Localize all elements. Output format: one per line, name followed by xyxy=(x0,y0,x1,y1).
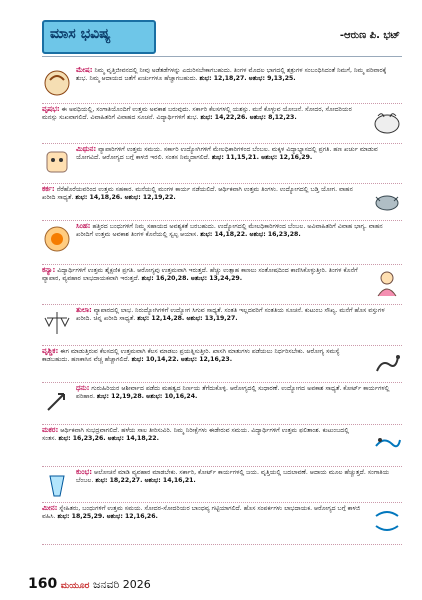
sign-entry xyxy=(42,64,402,104)
lucky-numbers: ಶುಭ: 14,18,26. ಅಶುಭ: 12,19,22. xyxy=(75,194,176,202)
lucky-numbers: ಶುಭ: 14,18,22. ಅಶುಭ: 16,23,28. xyxy=(200,231,301,239)
zodiac-icon xyxy=(372,107,402,137)
magazine-name: ಮಯೂರ xyxy=(60,581,90,591)
sign-entry xyxy=(42,382,402,425)
lucky-numbers: ಶುಭ: 10,14,22. ಅಶುಭ: 12,16,23. xyxy=(131,356,233,364)
sign-body: ನಿಮ್ಮ ವೃತ್ತಿಜೀವನದಲ್ಲಿ ನೀವು ಅಡೆತಡೆಗಳನ್ನು ಎದುರಿಸಬೇಕಾಗಬಹುದು. ತಿಂಗಳ ಮೊದಲ ಭಾಗದಲ್ಲಿ ಶತ್ರುಗಳ ಸಂಬಂಧಿಸಿದಂತೆ ನಿಮಗೆ, ನಿಮ್ಮ ಪರಿವಾರಕ್ಕೆ ಶುಭ. ನಿಮ್ಮ ಆದಾಯದ ಜತೆಗೆ ಖರ್ಚುಗಳೂ ಹೆಚ್ಚಾಗಬಹುದು. xyxy=(76,67,387,83)
sign-body: ಹತ್ತಿರದ ಬಂಧುಗಳಿಗೆ ನಿಮ್ಮ ಸಹಾಯದ ಅವಶ್ಯಕತೆ ಬರಬಹುದು. ಉದ್ಯೋಗದಲ್ಲಿ ಮೇಲಧಿಕಾರಿಗಳಿಂದ ಬೆಂಬಲ. ಅವಿವಾಹಿತರಿಗೆ ವಿವಾಹ ಭಾಗ್ಯ. ವಾಹನ ಖರೀದಿಗೆ ಉತ್ತಮ ಅವಕಾಶ ತಿಂಗಳ ಕೊನೆಯಲ್ಲಿ ಸ್ವಲ್ಪ ಆಯಾಸ. xyxy=(76,223,383,239)
zodiac-icon xyxy=(42,147,72,177)
sign-name: ಮೇಷ: xyxy=(76,66,93,74)
zodiac-icon xyxy=(42,386,72,416)
author-credit: -ಆರುಣ ಪಿ. ಭಟ್ xyxy=(339,30,400,41)
lucky-numbers: ಶುಭ: 12,19,28. ಅಶುಭ: 10,16,24. xyxy=(96,393,198,401)
zodiac-icon xyxy=(372,187,402,217)
sign-name: ಕನ್ಯಾ: xyxy=(42,266,56,274)
sign-name: ಮಕರ: xyxy=(42,426,59,434)
zodiac-icon xyxy=(42,308,72,338)
lucky-numbers: ಶುಭ: 18,25,29. ಅಶುಭ: 12,16,26. xyxy=(57,513,158,521)
sign-body: ಆಲೋಚನೆ ಮಾಡಿ ವ್ಯವಹಾರ ಮಾಡಬೇಕು. ಸರ್ಕಾರಿ, ಕೋರ್ಟ್ ಕಾರ್ಯಗಳಲ್ಲಿ ಜಯ. ವೃತ್ತಿಯಲ್ಲಿ ಬದಲಾವಣೆ. ಆದಾಯ ಮೂಲ ಹೆಚ್ಚುತ್ತದೆ. ಸಂಗಾತಿಯ ಬೆಂಬಲ. xyxy=(76,469,390,485)
sign-name: ಮಿಥುನ: xyxy=(76,145,97,153)
sign-entry xyxy=(42,466,402,503)
lucky-numbers: ಶುಭ: 16,20,28. ಅಶುಭ: 13,24,29. xyxy=(141,275,243,283)
zodiac-icon xyxy=(372,268,402,298)
zodiac-icon xyxy=(372,349,402,379)
sign-body: ಈ ಅವಧಿಯಲ್ಲಿ, ಸಂಗಾತಿಯೊಂದಿಗೆ ಉತ್ತಮ ಅವಕಾಶ ಬರುವುದು. ಸರ್ಕಾರಿ ಕೆಲಸಗಳಲ್ಲಿ ಯಶಸ್ಸು. ಮನೆ ಕೊಳ್ಳುವ ಯೋಜನೆ. ಸೋದರ, ಸೋದರಿಯರ ಮನಸ್ಸು ಸುಖವಾಗಲಿದೆ. ವಿವಾಹಿತರಿಗೆ ವಿವಾಹದ ಸೂಚನೆ. ವಿದ್ಯಾರ್ಥಿಗಳಿಗೆ ಶುಭ. xyxy=(42,106,352,122)
sign-text xyxy=(76,66,398,102)
lucky-numbers: ಶುಭ: 12,14,28. ಅಶುಭ: 13,19,27. xyxy=(137,315,238,323)
zodiac-icon xyxy=(42,224,72,254)
sign-body: ಗುರುಹಿರಿಯರ ಆಶೀರ್ವಾದ ಪಡೆದು ಮಹತ್ವದ ನಿರ್ಣಯ ತೆಗೆದುಕೊಳ್ಳಿ. ಆರೋಗ್ಯದಲ್ಲಿ ಸುಧಾರಣೆ. ಉದ್ಯೋಗದ ಅವಕಾಶ ಸಾಧ್ಯತೆ. ಕೋರ್ಟ್ ಕಾರ್ಯಗಳಲ್ಲಿ ಪರಿಹಾರ. xyxy=(76,385,390,401)
sign-text xyxy=(42,266,364,303)
title-box xyxy=(42,20,156,54)
page-header xyxy=(42,20,402,54)
zodiac-icon xyxy=(372,506,402,536)
sign-name: ಕರ್ಕ: xyxy=(42,185,55,193)
sign-entry xyxy=(42,502,402,545)
sign-name: ತುಲಾ: xyxy=(76,306,92,314)
issue-month: ಜನವರಿ 2026 xyxy=(92,578,151,591)
sign-body: ನೆರೆಹೊರೆಯವರಿಂದ ಉತ್ತಮ ಸಹಕಾರ. ಮನೆಯಲ್ಲಿ ಮಂಗಳ ಕಾರ್ಯ ನಡೆಯಲಿದೆ. ಆರ್ಥಿಕವಾಗಿ ಉತ್ತಮ ತಿಂಗಳು. ಉದ್ಯೋಗದಲ್ಲಿ ಬಡ್ತಿ ಯೋಗ. ವಾಹನ ಖರೀದಿ ಸಾಧ್ಯತೆ. xyxy=(42,186,353,202)
lucky-numbers: ಶುಭ: 16,23,26. ಅಶುಭ: 14,18,22. xyxy=(58,435,159,443)
page-footer xyxy=(28,576,151,592)
sign-name: ವೃಶ್ಚಿಕ: xyxy=(42,347,59,355)
lucky-numbers: ಶುಭ: 11,15,21. ಅಶುಭ: 12,16,29. xyxy=(211,154,313,162)
page-title: ಮಾಸ ಭವಿಷ್ಯ xyxy=(50,26,111,42)
sign-body: ಆರ್ಥಿಕವಾಗಿ ಸುಭದ್ರವಾಗಲಿದೆ. ಹಳೆಯ ಸಾಲ ತೀರಿಸುವಿರಿ. ನಿಮ್ಮ ನಿರೀಕ್ಷೆಗಳು ಈಡೇರುವ ಸಮಯ. ವಿದ್ಯಾರ್ಥಿಗಳಿಗೆ ಉತ್ತಮ ಫಲಿತಾಂಶ. ಕುಟುಂಬದಲ್ಲಿ ಸಂತಸ. xyxy=(42,427,349,443)
zodiac-icon xyxy=(42,470,72,500)
sign-body: ವಿದ್ಯಾರ್ಥಿಗಳಿಗೆ ಉತ್ತಮ ಶೈಕ್ಷಣಿಕ ಪ್ರಗತಿ. ಆರೋಗ್ಯವು ಉತ್ತಮವಾಗಿ ಇರುತ್ತದೆ. ಹೆಚ್ಚು ಉತ್ಸಾಹ ಕಾಣಲು ಸಂತೋಷದಿಂದ ಕಾಣಿಸಿಕೊಳ್ಳುತ್ತೀರಿ. ತಿಂಗಳ ಕೊನೆಗೆ ವ್ಯಾಪಾರ, ವ್ಯವಹಾರ ಲಾಭದಾಯಕವಾಗಿ ಇರುತ್ತದೆ. xyxy=(42,267,358,283)
sign-entry xyxy=(42,103,402,144)
sign-entry xyxy=(42,345,402,383)
lucky-numbers: ಶುಭ: 18,22,27. ಅಶುಭ: 14,16,21. xyxy=(95,477,196,485)
sign-entry xyxy=(42,424,402,467)
sign-entry xyxy=(42,264,402,305)
sign-entry xyxy=(42,143,402,184)
magazine-page xyxy=(14,8,408,592)
sign-body: ಸ್ನೇಹಿತರು, ಬಂಧುಗಳಿಗೆ ಉತ್ತಮ ಸಮಯ. ಸೋದರ-ಸೋದರಿಯರ ಬಾಂಧವ್ಯ ಗಟ್ಟಿಯಾಗಲಿದೆ. ಹೊಸ ಸಂಪರ್ಕಗಳು ಲಾಭದಾಯಕ. ಆರೋಗ್ಯದ ಬಗ್ಗೆ ಕಾಳಜಿ ವಹಿಸಿ. xyxy=(42,505,361,521)
zodiac-icon xyxy=(372,428,402,458)
sign-text xyxy=(76,468,398,501)
sign-body: ವ್ಯಾಪಾರದಲ್ಲಿ ಲಾಭ. ನಿರುದ್ಯೋಗಿಗಳಿಗೆ ಉದ್ಯೋಗ ಸಿಗುವ ಸಾಧ್ಯತೆ. ಸಂತತಿ ಇಲ್ಲದವರಿಗೆ ಸಂತತಿಯ ಸೂಚನೆ. ಕುಟುಂಬ ಸೌಖ್ಯ. ಮನೆಗೆ ಹೊಸ ವಸ್ತುಗಳ ಖರೀದಿ. ಚಿನ್ನ ಖರೀದಿ ಸಾಧ್ಯತೆ. xyxy=(76,307,385,323)
sign-text xyxy=(42,426,364,465)
sign-text xyxy=(42,105,364,142)
sign-name: ವೃಷಭ: xyxy=(42,105,60,113)
page-number: 160 xyxy=(28,576,58,592)
sign-entry xyxy=(42,304,402,346)
sign-text xyxy=(76,306,398,344)
sign-text xyxy=(42,347,364,381)
header-divider xyxy=(42,56,402,57)
sign-body: ಈಗ ಮಾಡುತ್ತಿರುವ ಕೆಲಸದಲ್ಲಿ ಉತ್ತಮವಾಗಿ ಕೆಲಸ ಮಾಡಲು ಪ್ರಯತ್ನಿಸುತ್ತೀರಿ. ಖಾಸಗಿ ಮಾತುಗಳು ಪಡೆಯಲು ನಿರ್ಧರಿಸಬೇಕು. ಆರೋಗ್ಯ ಸಮಸ್ಯೆ ಕಾಡಬಹುದು. ಹಣಕಾಸಿನ ವೆಚ್ಚ ಹೆಚ್ಚಾಗಲಿದೆ. xyxy=(42,348,340,364)
lucky-numbers: ಶುಭ: 14,22,26. ಅಶುಭ: 8,12,23. xyxy=(200,114,297,122)
sign-entry xyxy=(42,183,402,221)
sign-text xyxy=(42,504,364,543)
sign-body: ವ್ಯಾಪಾರಿಗಳಿಗೆ ಉತ್ತಮ ಸಮಯ. ಸರ್ಕಾರಿ ಉದ್ಯೋಗಿಗಳಿಗೆ ಮೇಲಧಿಕಾರಿಗಳಿಂದ ಬೆಂಬಲ. ಮಕ್ಕಳ ವಿದ್ಯಾಭ್ಯಾಸದಲ್ಲಿ ಪ್ರಗತಿ. ಹಣ ಖರ್ಚು ಮಾಡುವ ಯೋಗವಿದೆ. ಆರೋಗ್ಯದ ಬಗ್ಗೆ ಕಾಳಜಿ ಇರಲಿ. ಸಂತಸ ನಿಮ್ಮದಾಗಲಿದೆ. xyxy=(76,146,378,162)
sign-text xyxy=(76,384,398,423)
sign-text xyxy=(76,222,398,263)
sign-name: ಕುಂಭ: xyxy=(76,468,93,476)
sign-entry xyxy=(42,220,402,265)
sign-text xyxy=(42,185,364,219)
lucky-numbers: ಶುಭ: 12,18,27. ಅಶುಭ: 9,13,25. xyxy=(199,75,296,83)
sign-name: ಮೀನ: xyxy=(42,504,58,512)
sign-text xyxy=(76,145,398,182)
sign-name: ಸಿಂಹ: xyxy=(76,222,91,230)
zodiac-icon xyxy=(42,68,72,98)
sign-name: ಧನು: xyxy=(76,384,90,392)
